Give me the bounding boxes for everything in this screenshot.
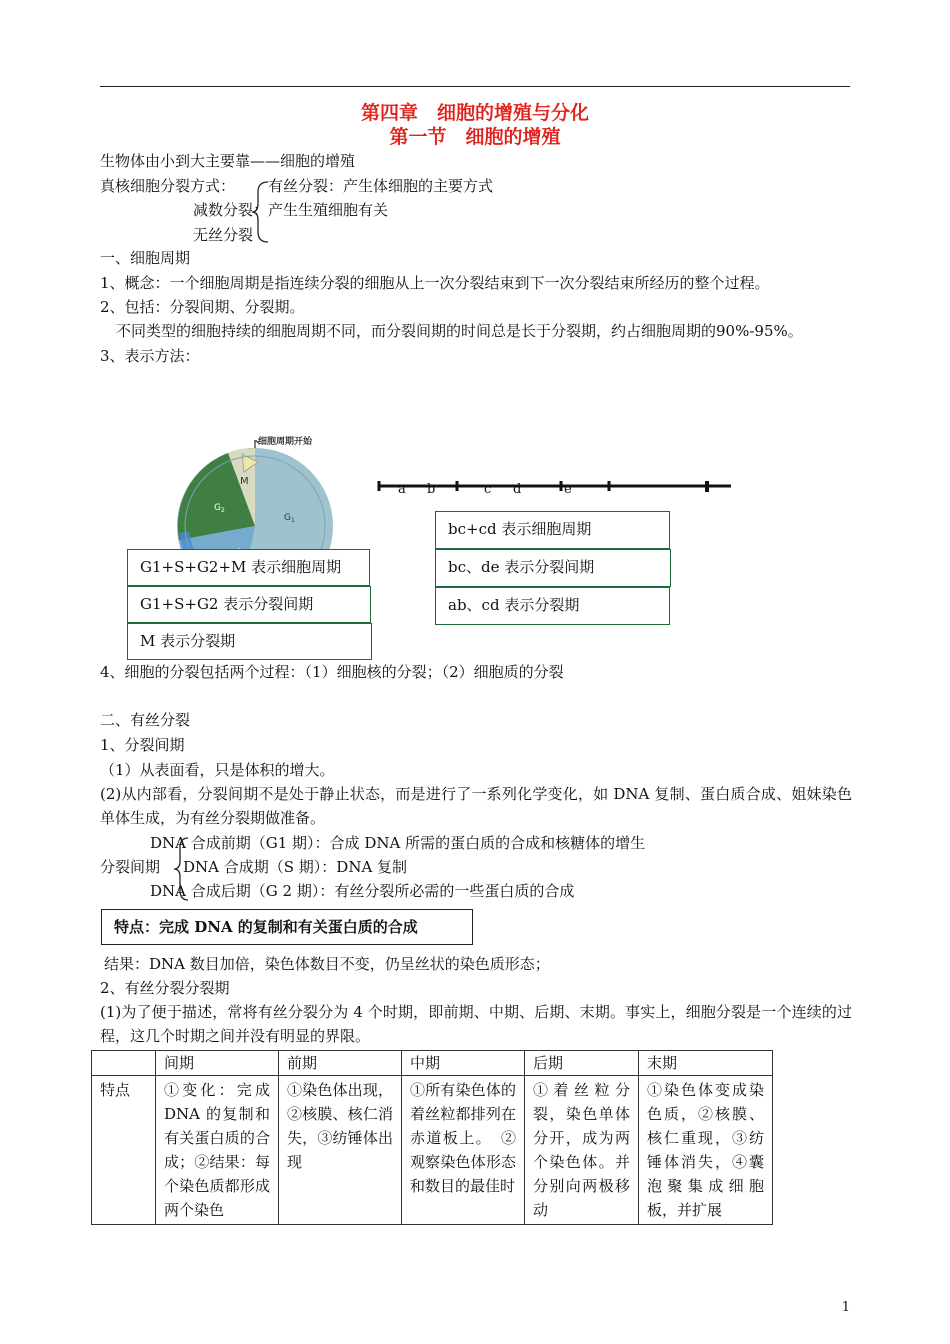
g1-phase-line: DNA 合成前期（G1 期）：合成 DNA 所需的蛋白质的合成和核糖体的增生 [150,834,646,852]
table-header-prophase: 前期 [279,1051,402,1076]
header-rule [100,86,850,87]
section-title: 第一节 细胞的增殖 [389,126,561,148]
amitosis-line: 无丝分裂 [193,226,254,244]
line-label-a: a [398,482,406,497]
mitosis-stages-table [91,1050,773,1225]
interphase-label: 分裂间期 [100,858,161,876]
cycle-duration-note: 不同类型的细胞持续的细胞周期不同，而分裂间期的时间总是长于分裂期，约占细胞周期的90%-95%。 [116,322,803,340]
pie-label-g2: $G_2$ [214,503,225,514]
line-box-cycle: bc+cd 表示细胞周期 [435,511,670,549]
line-label-d: d [513,482,522,497]
line-box-division: ab、cd 表示分裂期 [435,587,670,625]
section1-heading: 一、细胞周期 [100,249,191,267]
interphase-brace [172,836,192,902]
division-modes-brace [250,180,274,244]
table-header-row [92,1051,773,1076]
intro-line: 生物体由小到大主要靠——细胞的增殖 [100,152,356,170]
table-cell-anaphase: ①着丝粒分裂，染色单体分开，成为两个染色体。并分别向两极移动 [525,1076,639,1225]
table-header-interphase: 间期 [156,1051,279,1076]
chapter-title: 第四章 细胞的增殖与分化 [360,102,589,124]
line-box-interphase: bc、de 表示分裂间期 [435,549,671,587]
cycle-includes: 2、包括：分裂间期、分裂期。 [100,298,305,316]
pie-label-g1: $G_1$ [284,513,295,524]
line-label-b: b [427,482,436,497]
division-phase-title: 2、有丝分裂分裂期 [100,979,230,997]
table-row-label: 特点 [92,1076,156,1225]
cycle-concept: 1、概念：一个细胞周期是指连续分裂的细胞从上一次分裂结束到下一次分裂结束所经历的整个过程。 [100,274,770,292]
s-phase-line: DNA 合成期（S 期）：DNA 复制 [183,858,408,876]
pie-box-division: M 表示分裂期 [127,623,372,660]
table-row [92,1076,773,1225]
interphase-feature-box: 特点：完成 DNA 的复制和有关蛋白质的合成 [101,909,473,945]
interphase-result: 结果：DNA 数目加倍，染色体数目不变，仍呈丝状的染色质形态； [104,955,550,973]
table-cell-interphase: ①变化：完成 DNA 的复制和有关蛋白质的合成；②结果：每个染色质都形成两个染色 [156,1076,279,1225]
interphase-surface: （1）从表面看，只是体积的增大。 [100,761,335,779]
meiosis-line: 减数分裂：产生生殖细胞有关 [193,201,389,219]
division-phase-desc: (1)为了便于描述，常将有丝分裂分为 4 个时期，即前期、中期、后期、末期。事实上，细胞分裂是一个连续的过程，这几个时期之间并没有明显的界限。 [100,1003,852,1045]
table-header-cell [92,1051,156,1076]
table-cell-metaphase: ①所有染色体的着丝粒都排列在赤道板上。 ②观察染色体形态和数目的最佳时 [402,1076,525,1225]
page-number: 1 [841,1300,850,1315]
table-cell-prophase: ①染色体出现，②核膜、核仁消失，③纺锤体出现 [279,1076,402,1225]
table-header-anaphase: 后期 [525,1051,639,1076]
division-modes-label: 真核细胞分裂方式： [100,177,236,195]
mitosis-line: 有丝分裂：产生体细胞的主要方式 [268,177,494,195]
interphase-inside: (2)从内部看，分裂间期不是处于静止状态，而是进行了一系列化学变化，如 DNA 复制、蛋白质合成、姐妹染色单体生成，为有丝分裂期做准备。 [100,785,852,827]
interphase-title: 1、分裂间期 [100,736,185,754]
pie-label-m: M [240,476,249,487]
section2-heading: 二、有丝分裂 [100,711,191,729]
cycle-process-point: 4、细胞的分裂包括两个过程：（1）细胞核的分裂；（2）细胞质的分裂 [100,663,564,681]
g2-phase-line: DNA 合成后期（G 2 期）：有丝分裂所必需的一些蛋白质的合成 [150,882,575,900]
pie-box-interphase: G1+S+G2 表示分裂间期 [127,586,371,623]
pie-box-cycle: G1+S+G2+M 表示细胞周期 [127,549,370,586]
table-header-telophase: 末期 [639,1051,773,1076]
line-label-e: e [564,482,572,497]
table-header-metaphase: 中期 [402,1051,525,1076]
cycle-start-label: 细胞周期开始 [258,437,313,447]
representation-heading: 3、表示方法： [100,347,200,365]
line-label-c: c [484,482,492,497]
table-cell-telophase: ①染色体变成染色质，②核膜、核仁重现，③纺锤体消失，④囊泡聚集成细胞板，并扩展 [639,1076,773,1225]
